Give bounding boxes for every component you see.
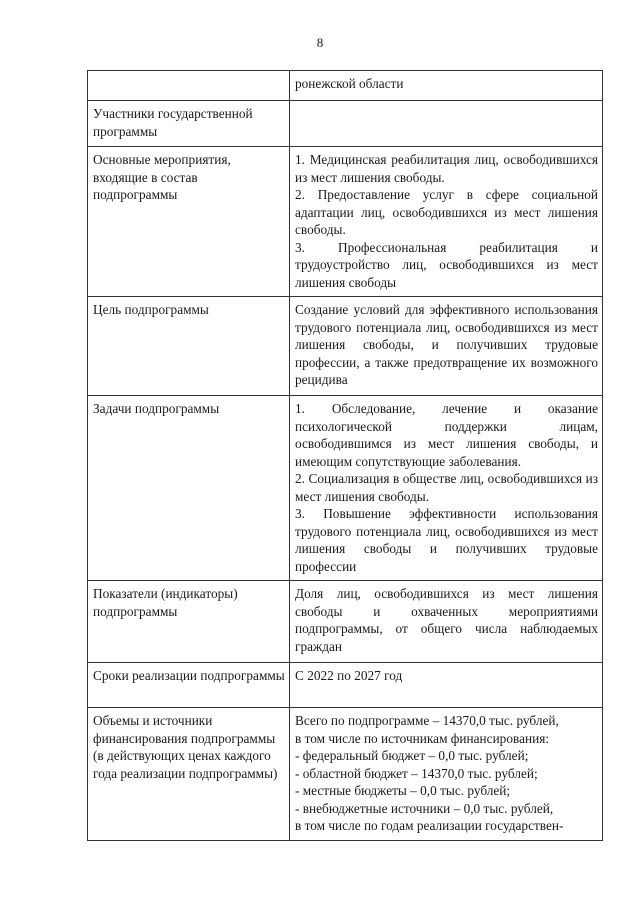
row-value <box>290 396 603 581</box>
table-row <box>88 581 603 663</box>
row-value <box>290 708 603 841</box>
table-row <box>88 663 603 708</box>
value-line: 3. Профессиональная реабилитация и трудоустройство лиц, освободившихся из мест лишения свободы <box>295 239 598 290</box>
row-value <box>290 581 603 663</box>
row-label: Объемы и источники финансирования подпрограммы (в действующих ценах каждого года реализации подпрограммы) <box>88 708 290 841</box>
row-label: Задачи подпрограммы <box>88 396 290 581</box>
row-label <box>88 71 290 101</box>
row-label: Цель подпрограммы <box>88 297 290 396</box>
table-row <box>88 297 603 396</box>
row-value <box>290 101 603 147</box>
row-label: Сроки реализации подпрограммы <box>88 663 290 708</box>
value-line: ронежской области <box>295 76 404 91</box>
row-label: Показатели (индикаторы) подпрограммы <box>88 581 290 663</box>
value-line: - внебюджетные источники – 0,0 тыс. рублей, <box>295 800 554 816</box>
value-line: в том числе по годам реализации государствен- <box>295 818 564 833</box>
value-line: в том числе по источникам финансирования: <box>295 730 550 746</box>
value-line: 2. Социализация в обществе лиц, освободившихся из мест лишения свободы. <box>295 471 598 504</box>
value-line: Всего по подпрограмме – 14370,0 тыс. рублей, <box>295 713 559 728</box>
value-line: Доля лиц, освободившихся из мест лишения свободы и охваченных мероприятиями подпрограммы, от общего числа наблюдаемых граждан <box>295 586 598 654</box>
value-line: - федеральный бюджет – 0,0 тыс. рублей; <box>295 748 529 763</box>
value-line: - местные бюджеты – 0,0 тыс. рублей; <box>295 783 511 798</box>
row-label: Участники государственной программы <box>88 101 290 147</box>
table-row <box>88 101 603 147</box>
row-value <box>290 297 603 396</box>
table-row <box>88 396 603 581</box>
page-number: 8 <box>316 35 324 50</box>
row-value <box>290 147 603 297</box>
value-line: - областной бюджет – 14370,0 тыс. рублей; <box>295 765 538 781</box>
row-value <box>290 663 603 708</box>
table-row <box>88 147 603 297</box>
row-value <box>290 71 603 101</box>
value-line: Создание условий для эффективного использования трудового потенциала лиц, освободившихся из мест лишения свободы, и получивших трудовые профессии, а также предотвращение их возможного рецидива <box>295 302 598 387</box>
value-line: 1. Медицинская реабилитация лиц, освободившихся из мест лишения свободы. <box>295 152 598 185</box>
table-row <box>88 708 603 841</box>
value-line: 2. Предоставление услуг в сфере социальной адаптации лиц, освободившихся из мест лишения свободы. <box>295 187 598 237</box>
table-row <box>88 71 603 101</box>
value-line: С 2022 по 2027 год <box>295 668 403 683</box>
value-line: 3. Повышение эффективности использования трудового потенциала лиц, освободившихся из мест лишения свободы и получивших трудовые профессии <box>295 506 598 574</box>
subprogram-passport-table <box>87 70 603 841</box>
value-line: 1. Обследование, лечение и оказание психологической поддержки лицам, освободившимся из мест лишения свободы, и имеющим сопутствующие заболевания. <box>295 401 598 469</box>
row-label: Основные мероприятия, входящие в состав подпрограммы <box>88 147 290 297</box>
